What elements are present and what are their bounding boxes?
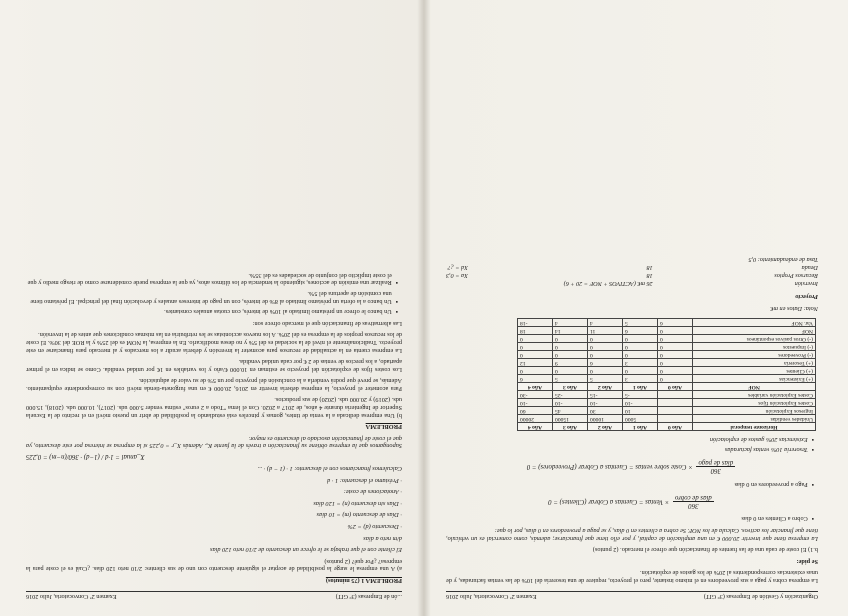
nof-cell: 5 (553, 375, 588, 383)
nof-header-0: NOF (693, 383, 816, 391)
problem-2-title: PROBLEMA (365, 423, 402, 431)
nof-cell: 4 (588, 319, 623, 327)
nof-cell: (-) Proveedores (693, 351, 816, 359)
forecast-header-5: Año 4 (518, 423, 553, 431)
nof-cell: 0 (588, 343, 623, 351)
question-b-paragraph-4: La empresa cuenta en la actualidad de recursos para acometer la inversión y debería acudir a los mercados y al mercado para financiarse en este proyecto. Tradicionalmente el nivel de la sociedad es del 5% y no desea modificarlo. En la empresa, la NOM es del 25% y la ROE del 30%. El coste de los recursos propios de la empresa es del 20%. A los nuevos accionistas se les retribuiría en las mismas condiciones que antes de la inversión. (26, 331, 402, 354)
nof-cell: 0 (623, 367, 658, 375)
header-right: Examen 2ª Convocatoria, Julio 2016 (26, 593, 117, 600)
forecast-cell (658, 399, 693, 407)
nof-cell: 0 (658, 359, 693, 367)
inversion-value: 26 m€ (ACTIVOS + NOF = 20 + 6) (563, 279, 653, 287)
fraction-cobro (673, 494, 714, 509)
nof-header-1: Año 0 (658, 383, 693, 391)
forecast-header-0: Horizonte temporal (693, 423, 816, 431)
forecast-cell: -25 (553, 391, 588, 399)
nof-header-5: Año 4 (518, 383, 553, 391)
nof-cell: 0 (658, 343, 693, 351)
answer-line-3: · Días sin descuento (n) = 120 días (313, 499, 402, 507)
financing-option-1: ▪ Un banco le ofrece un préstamo limitado al 10% de interés, con cuotas anuales constantes. (164, 308, 398, 316)
formula-proveedores-rhs: × Coste sobre ventas = Cuentas a Cobrar (Proveedores) = 0 (526, 463, 693, 471)
nof-cell: 4 (553, 319, 588, 327)
nof-cell: 0 (623, 335, 658, 343)
recursos-eq: Xa = 0,3 (446, 271, 468, 279)
forecast-cell (658, 391, 693, 399)
forecast-cell: -30 (518, 391, 553, 399)
forecast-header-2: Año 1 (623, 423, 658, 431)
forecast-cell: Costes Explotación fijos (693, 399, 816, 407)
answer-line-1: · Descuento (d) = 2% (347, 523, 402, 531)
fraction-pago-den: días de pago (698, 459, 734, 467)
question-b-paragraph-5: Las alternativas de financiación que el mercado ofrece son: (252, 319, 402, 327)
nof-cell: 0 (553, 367, 588, 375)
nof-cell: (+) Clientes (693, 367, 816, 375)
forecast-cell: -15 (588, 391, 623, 399)
forecast-cell: -10 (553, 399, 588, 407)
financing-option-3: ▪ Realizar una emisión de acciones, siguiendo la tendencia de los últimos años, ya que la empresa puede considerarse como de riesgo medio y que el coste implícito del conjunto de sociedades es del 35%. (27, 271, 398, 287)
bullet-cobro: ▪ Cobro a Clientes en 0 días (741, 515, 814, 523)
table-row (518, 367, 816, 375)
fraction-pago-num: 360 (696, 466, 735, 474)
question-b-paragraph-3: Los costes fijos de explotación del proyecto se estiman en 10.000 €/año y los variables en 1€ por unidad vendida. Como se indica en el primer apartado, a los precios de ventas de 2 € por cada unidad vendida. (26, 358, 402, 373)
nof-header-2: Año 1 (623, 383, 658, 391)
table-row (518, 407, 816, 415)
bullet-pago: ▪ Pago a proveedores en 0 días (734, 480, 814, 488)
nof-cell: 0 (658, 335, 693, 343)
nof-cell: (+) Existencias (693, 375, 816, 383)
nof-cell: 0 (588, 335, 623, 343)
bullet-existencias: ▪ Existencias 20% gastos de explotación (709, 435, 814, 443)
answer-a-conclusion: Supongamos que la empresa obtiene su financiación a través de la fuente Kₐ. Además X_r = 0,225 si la empresa se interesa por este descuento, ya que el coste de financiación asociado al descuento es mayor. (26, 434, 402, 450)
forecast-cell: 10 (623, 407, 658, 415)
forecast-cell (658, 415, 693, 423)
nof-cell: 0 (553, 335, 588, 343)
forecast-cell: 15000 (553, 415, 588, 423)
bullet-tesoreria: ▪ Tesorería 10% ventas facturadas (724, 446, 814, 454)
nof-cell: 0 (588, 367, 623, 375)
nof-cell: 0 (658, 327, 693, 335)
nof-cell: 0 (623, 343, 658, 351)
forecast-cell: -10 (588, 399, 623, 407)
nof-cell: (+) Tesorería (693, 359, 816, 367)
question-a: a) A una empresa le surge la posibilidad de aceptar el siguiente descuento con uno de sus clientes: 2/10 neto 120 días. ¿Cuál es el coste para la empresa? ¿Por qué? (2 puntos) (26, 557, 402, 573)
fraction-pago (696, 459, 735, 474)
question-b-paragraph-2: Para acometer el proyecto, la empresa debería invertir en 2016, 20.000 € en una furgoneta-tienda móvil con su correspondiente equipamiento. Además, se prevé que podrá venderla a la conclusión del proyecto por un 5% de su valor de adquisición. (26, 377, 402, 392)
forecast-cell: Costes Explotación variables (693, 391, 816, 399)
nof-cell: 3 (623, 359, 658, 367)
formula-proveedores (446, 459, 818, 474)
table-row (518, 415, 816, 423)
page-header (446, 591, 818, 600)
annual-cost-equation: X_anual = 1·d / (1−d) · 360/(n−m) = 0,225 (26, 453, 145, 461)
nof-cell: 11 (588, 327, 623, 335)
nof-cell: 0 (658, 367, 693, 375)
table-row (518, 327, 816, 335)
deuda-value: 18 (646, 263, 653, 271)
nof-cell: 3 (623, 375, 658, 383)
forecast-cell: 45 (553, 407, 588, 415)
table-row (518, 351, 816, 359)
table-note: Nota: Datos en m€ (770, 305, 818, 313)
forecast-cell: -5 (623, 391, 658, 399)
answer-a-intro: El cliente con el que trabaja se le ofrece un descuento de 2/10 neto 120 días (210, 546, 402, 554)
forecast-cell: 30 (588, 407, 623, 415)
question-b1: b.1) El coste de cada una de las fuentes de financiación que ofrece el mercado. (2 puntos) (592, 546, 818, 554)
nof-cell: 5 (588, 375, 623, 383)
financing-summary (446, 255, 818, 287)
nof-cell: NOF (693, 327, 816, 335)
fraction-cobro-den: días de cobro (674, 493, 712, 501)
nof-cell: 14 (553, 327, 588, 335)
forecast-cell: 5000 (623, 415, 658, 423)
financing-option-2: ▪ Un banco a la oferta un préstamo limitado al 8% de interés, con un pago de intereses anuales y devolución final del principal. El préstamo tiene una comisión de apertura del 5%. (30, 289, 398, 305)
recursos-label: Recursos Propios (774, 271, 818, 279)
financing-labels (748, 255, 818, 287)
forecast-cell: -10 (518, 399, 553, 407)
page-header (26, 591, 402, 600)
nof-cell: 0 (588, 351, 623, 359)
forecast-table (517, 318, 816, 431)
nof-cell: 12 (518, 359, 553, 367)
nof-cell: 0 (553, 343, 588, 351)
nof-cell: 6 (658, 319, 693, 327)
formula-clientes (446, 494, 818, 509)
forecast-cell: Ingresos Explotación (693, 407, 816, 415)
forecast-cell: -10 (623, 399, 658, 407)
answer-a-fraction: d/m neto a días (363, 534, 402, 542)
answer-line-2: · Días de descuento (m) = 10 días (316, 511, 402, 519)
answer-line-6: Calculemos financiamos con el descuento: 1 · (1 − d) · ... (257, 465, 402, 473)
table-row (518, 343, 816, 351)
table-row (518, 335, 816, 343)
solution-intro: La empresa tiene que invertir 20.000 € en una ampliación de capital, y por ello tiene que financiarse; además, como comercial es un vehículo, tiene que financiar los activos. Calcula de los NOF. Se cobra a clientes en 0 días, y se paga a proveedores en 0 días, por lo que: (446, 527, 818, 542)
forecast-cell: 60 (518, 407, 553, 415)
forecast-cell: 10000 (588, 415, 623, 423)
table-row (518, 319, 816, 327)
inversion-label: Inversión (794, 279, 818, 287)
nof-cell: 0 (518, 343, 553, 351)
nof-header-3: Año 2 (588, 383, 623, 391)
formula-clientes-rhs: × Ventas = Cuentas a Cobrar (Clientes) = 0 (548, 497, 670, 505)
nof-cell: (-) Impuestos (693, 343, 816, 351)
nof-cell: 0 (553, 351, 588, 359)
nof-cell: -18 (518, 319, 553, 327)
deuda-eq: Xd = ¿? (447, 263, 468, 271)
table-row (518, 359, 816, 367)
nof-cell: 6 (623, 327, 658, 335)
nof-cell: 0 (518, 367, 553, 375)
answer-line-5: · Préstamo el descuento: 1 · d (327, 476, 402, 484)
intro-paragraph: La empresa cobra y paga a sus proveedores en el mismo instante, pero el proyecto, requiere de una tesorería del 10% de las ventas facturadas, y de unas existencias correspondientes al 20% de los gastos de explotación. (446, 569, 818, 584)
nof-cell: 0 (518, 335, 553, 343)
header-right: Examen 2ª Convocatoria, Julio 2016 (446, 593, 537, 600)
nof-cell: 0 (658, 375, 693, 383)
nof-cell: Var. NOF (693, 319, 816, 327)
header-left: Organización y Gestión de Empresas (3º GIT) (703, 593, 818, 600)
fraction-cobro-num: 360 (673, 501, 714, 509)
exam-page-left (424, 0, 848, 616)
financing-values (564, 255, 653, 287)
recursos-value: 18 (646, 271, 653, 279)
nof-cell: 5 (623, 319, 658, 327)
forecast-cell (658, 407, 693, 415)
forecast-header-4: Año 3 (553, 423, 588, 431)
nof-cell: 6 (518, 375, 553, 383)
nof-cell: (-) Otros pasivos espontáneos (693, 335, 816, 343)
answer-line-4: · Anotaciones de coste: (343, 488, 402, 496)
table-row (518, 375, 816, 383)
forecast-header-1: Año 0 (658, 423, 693, 431)
nof-cell: 0 (658, 351, 693, 359)
nof-cell: 0 (623, 351, 658, 359)
ask-label: Se pide: (796, 557, 818, 565)
forecast-cell: 20000 (518, 415, 553, 423)
financing-equations (446, 255, 468, 287)
nof-header-4: Año 3 (553, 383, 588, 391)
forecast-header-3: Año 2 (588, 423, 623, 431)
table-row (518, 399, 816, 407)
nof-cell: 9 (553, 359, 588, 367)
tasa-endeudamiento: Tasa de endeudamiento: 0,5 (748, 255, 818, 263)
problem-1-title: PROBLEMA 1 (75 minutos) (325, 577, 402, 584)
nof-cell: 18 (518, 327, 553, 335)
question-b-paragraph-1: b) Una empresa dedicada a la venta de tintes, gomas y pinceles está estudiando la posibilidad de abrir un puesto móvil en el recinto de la Escuela Superior de Ingeniería durante 4 años, de 2017 a 2020. Con el lema "Todo a 2 euros" estima vender 5.000 uds. (2017), 10.000 uds. (2018), 15.000 uds. (2019) y 20.000 uds. (2020) de sus productos. (26, 396, 402, 419)
nof-cell: 6 (588, 359, 623, 367)
table-row (518, 391, 816, 399)
proyecto-label: Proyecto (795, 293, 818, 301)
deuda-label: Deuda (801, 263, 818, 271)
forecast-cell: Unidades vendidas (693, 415, 816, 423)
header-left: ...ón de Empresas (3º GIT) (335, 593, 402, 600)
nof-cell: 0 (518, 351, 553, 359)
